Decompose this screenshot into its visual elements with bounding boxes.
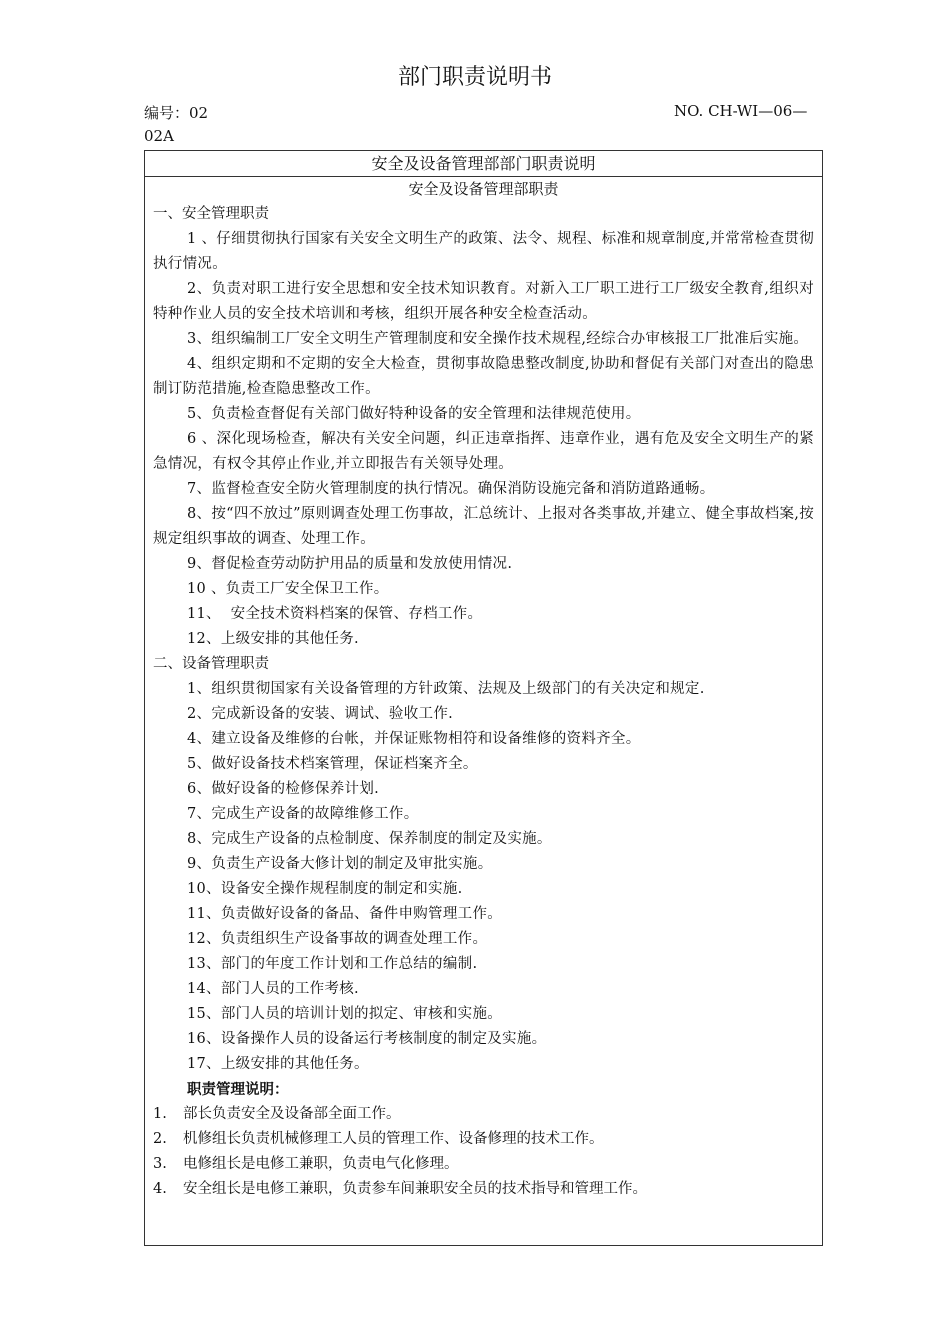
equipment-heading: 二、设备管理职责 <box>153 656 269 672</box>
mgmt-item-text: 安全组长是电修工兼职，负责参车间兼职安全员的技术指导和管理工作。 <box>183 1181 647 1197</box>
box-title: 安全及设备管理部部门职责说明 <box>145 151 822 177</box>
equipment-item: 10、设备安全操作规程制度的制定和实施. <box>187 881 463 897</box>
safety-item: 5、负责检查督促有关部门做好特种设备的安全管理和法律规范使用。 <box>187 406 641 422</box>
safety-item: 9、督促检查劳动防护用品的质量和发放使用情况. <box>187 556 513 572</box>
box-subtitle: 安全及设备管理部职责 <box>408 180 559 198</box>
safety-item: 1 、仔细贯彻执行国家有关安全文明生产的政策、法令、规程、标准和规章制度,并常常检查贯彻执行情况。 <box>153 231 814 272</box>
safety-item: 2、负责对职工进行安全思想和安全技术知识教育。对新入工厂职工进行工厂级安全教育,组织对特种作业人员的安全技术培训和考核，组织开展各种安全检查活动。 <box>153 281 814 322</box>
equipment-item: 16、设备操作人员的设备运行考核制度的制定及实施。 <box>187 1031 547 1047</box>
equipment-item: 17、上级安排的其他任务。 <box>187 1056 369 1072</box>
box-content <box>145 202 822 1202</box>
mgmt-item-number: 1. <box>153 1106 167 1122</box>
equipment-item: 9、负责生产设备大修计划的制定及审批实施。 <box>187 856 493 872</box>
mgmt-item-text: 部长负责安全及设备部全面工作。 <box>183 1106 401 1122</box>
equipment-item: 14、部门人员的工作考核. <box>187 981 359 997</box>
equipment-item: 6、做好设备的检修保养计划. <box>187 781 380 797</box>
mgmt-item-number: 2. <box>153 1131 167 1147</box>
safety-item: 10 、负责工厂安全保卫工作。 <box>187 581 389 597</box>
mgmt-item-number: 3. <box>153 1156 167 1172</box>
responsibility-box <box>144 150 823 1246</box>
equipment-item: 12、负责组织生产设备事故的调查处理工作。 <box>187 931 488 947</box>
safety-item: 8、按“四不放过”原则调查处理工伤事故，汇总统计、上报对各类事故,并建立、健全事故档案,按规定组织事故的调查、处理工作。 <box>153 506 814 547</box>
safety-item: 3、组织编制工厂安全文明生产管理制度和安全操作技术规程,经综合办审核报工厂批准后实施。 <box>187 331 809 347</box>
document-code-continued: 02A <box>144 127 174 145</box>
safety-item: 4、组织定期和不定期的安全大检查，贯彻事故隐患整改制度,协助和督促有关部门对查出的隐患制订防范措施,检查隐患整改工作。 <box>153 356 814 397</box>
equipment-item: 7、完成生产设备的故障维修工作。 <box>187 806 419 822</box>
document-code: NO. CH-WI—06— <box>674 102 808 120</box>
safety-item: 11、 安全技术资料档案的保管、存档工作。 <box>187 606 483 622</box>
mgmt-item <box>153 1177 814 1202</box>
safety-item: 6 、深化现场检查，解决有关安全问题，纠正违章指挥、违章作业，遇有危及安全文明生产的紧急情况，有权令其停止作业,并立即报告有关领导处理。 <box>153 431 814 472</box>
mgmt-item <box>153 1127 814 1152</box>
mgmt-heading: 职责管理说明： <box>187 1081 289 1098</box>
equipment-item: 2、完成新设备的安装、调试、验收工作. <box>187 706 454 722</box>
equipment-item: 5、做好设备技术档案管理，保证档案齐全。 <box>187 756 478 772</box>
mgmt-item-number: 4. <box>153 1181 167 1197</box>
equipment-item: 15、部门人员的培训计划的拟定、审核和实施。 <box>187 1006 503 1022</box>
safety-heading: 一、安全管理职责 <box>153 206 269 222</box>
equipment-item: 4、建立设备及维修的台帐，并保证账物相符和设备维修的资料齐全。 <box>187 731 641 747</box>
document-title: 部门职责说明书 <box>397 65 552 90</box>
document-number: 编号：02 <box>144 104 209 122</box>
safety-item: 12、上级安排的其他任务. <box>187 631 359 647</box>
mgmt-item <box>153 1152 814 1177</box>
mgmt-item-text: 电修组长是电修工兼职，负责电气化修理。 <box>183 1156 459 1172</box>
equipment-item: 13、部门的年度工作计划和工作总结的编制. <box>187 956 478 972</box>
equipment-item: 11、负责做好设备的备品、备件申购管理工作。 <box>187 906 503 922</box>
mgmt-item <box>153 1102 814 1127</box>
equipment-item: 8、完成生产设备的点检制度、保养制度的制定及实施。 <box>187 831 552 847</box>
equipment-item: 1、组织贯彻国家有关设备管理的方针政策、法规及上级部门的有关决定和规定. <box>187 681 705 697</box>
mgmt-item-text: 机修组长负责机械修理工人员的管理工作、设备修理的技术工作。 <box>183 1131 604 1147</box>
safety-item: 7、监督检查安全防火管理制度的执行情况。确保消防设施完备和消防道路通畅。 <box>187 481 715 497</box>
